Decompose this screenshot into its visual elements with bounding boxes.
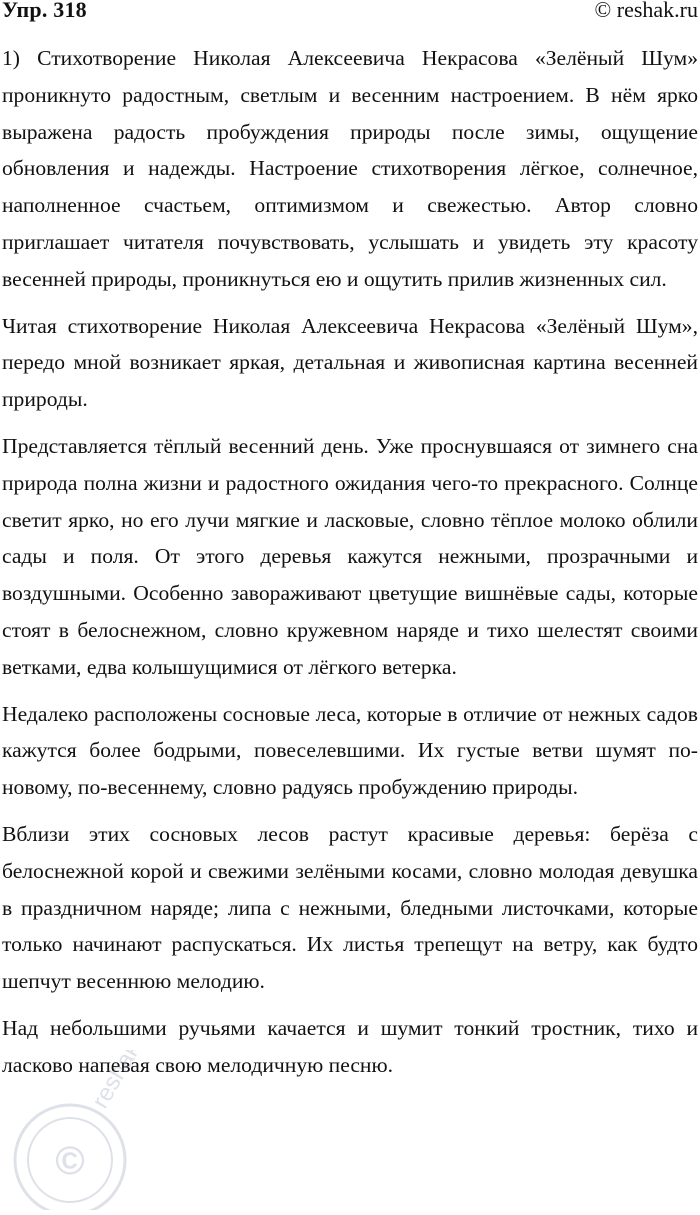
answer-text [2, 40, 698, 1094]
exercise-title: Упр. 318 [2, 0, 87, 22]
paragraph-6: Над небольшими ручьями качается и шумит тонкий тростник, тихо и ласково напевая свою мелодичную песню. [2, 1015, 698, 1077]
svg-text:©: © [55, 1139, 85, 1183]
paragraph-1: 1) Стихотворение Николая Алексеевича Некрасова «Зелёный Шум» проникнуто радостным, светлым и весенним настроением. В нём ярко выражена радость пробуждения природы после зимы, ощущение обновления и надежды. Настроение стихотворения лёгкое, солнечное, наполненное счастьем, оптимизмом и свежестью. Автор словно приглашает читателя почувствовать, услышать и увидеть эту красоту весенней природы, проникнуться ею и ощутить прилив жизненных сил. [2, 46, 698, 291]
site-copyright[interactable]: © reshak.ru [594, 0, 698, 22]
page-header [0, 0, 700, 30]
paragraph-2: Читая стихотворение Николая Алексеевича Некрасова «Зелёный Шум», передо мной возникает яркая, детальная и живописная картина весенней природы. [2, 313, 698, 412]
paragraph-4: Недалеко расположены сосновые леса, которые в отличие от нежных садов кажутся более бодрыми, повеселевшими. Их густые ветви шумят по-новому, по-весеннему, словно радуясь пробуждению природы. [2, 701, 698, 800]
paragraph-5: Вблизи этих сосновых лесов растут красивые деревья: берёза с белоснежной корой и свежими зелёными косами, словно молодая девушка в праздничном наряде; липа с нежными, бледными листочками, которые только начинают распускаться. Их листья трепещут на ветру, как будто шепчут весеннюю мелодию. [2, 821, 698, 994]
paragraph-3: Представляется тёплый весенний день. Уже проснувшаяся от зимнего сна природа полна жизни и радостного ожидания чего-то прекрасного. Солнце светит ярко, но его лучи мягкие и ласковые, словно тёплое молоко облили сады и поля. От этого деревья кажутся нежными, прозрачными и воздушными. Особенно завораживают цветущие вишнёвые сады, которые стоят в белоснежном, словно кружевном наряде и тихо шелестят своими ветками, едва колышущимися от лёгкого ветерка. [2, 433, 698, 679]
watermark-text: reshak.ru [86, 1050, 161, 1113]
